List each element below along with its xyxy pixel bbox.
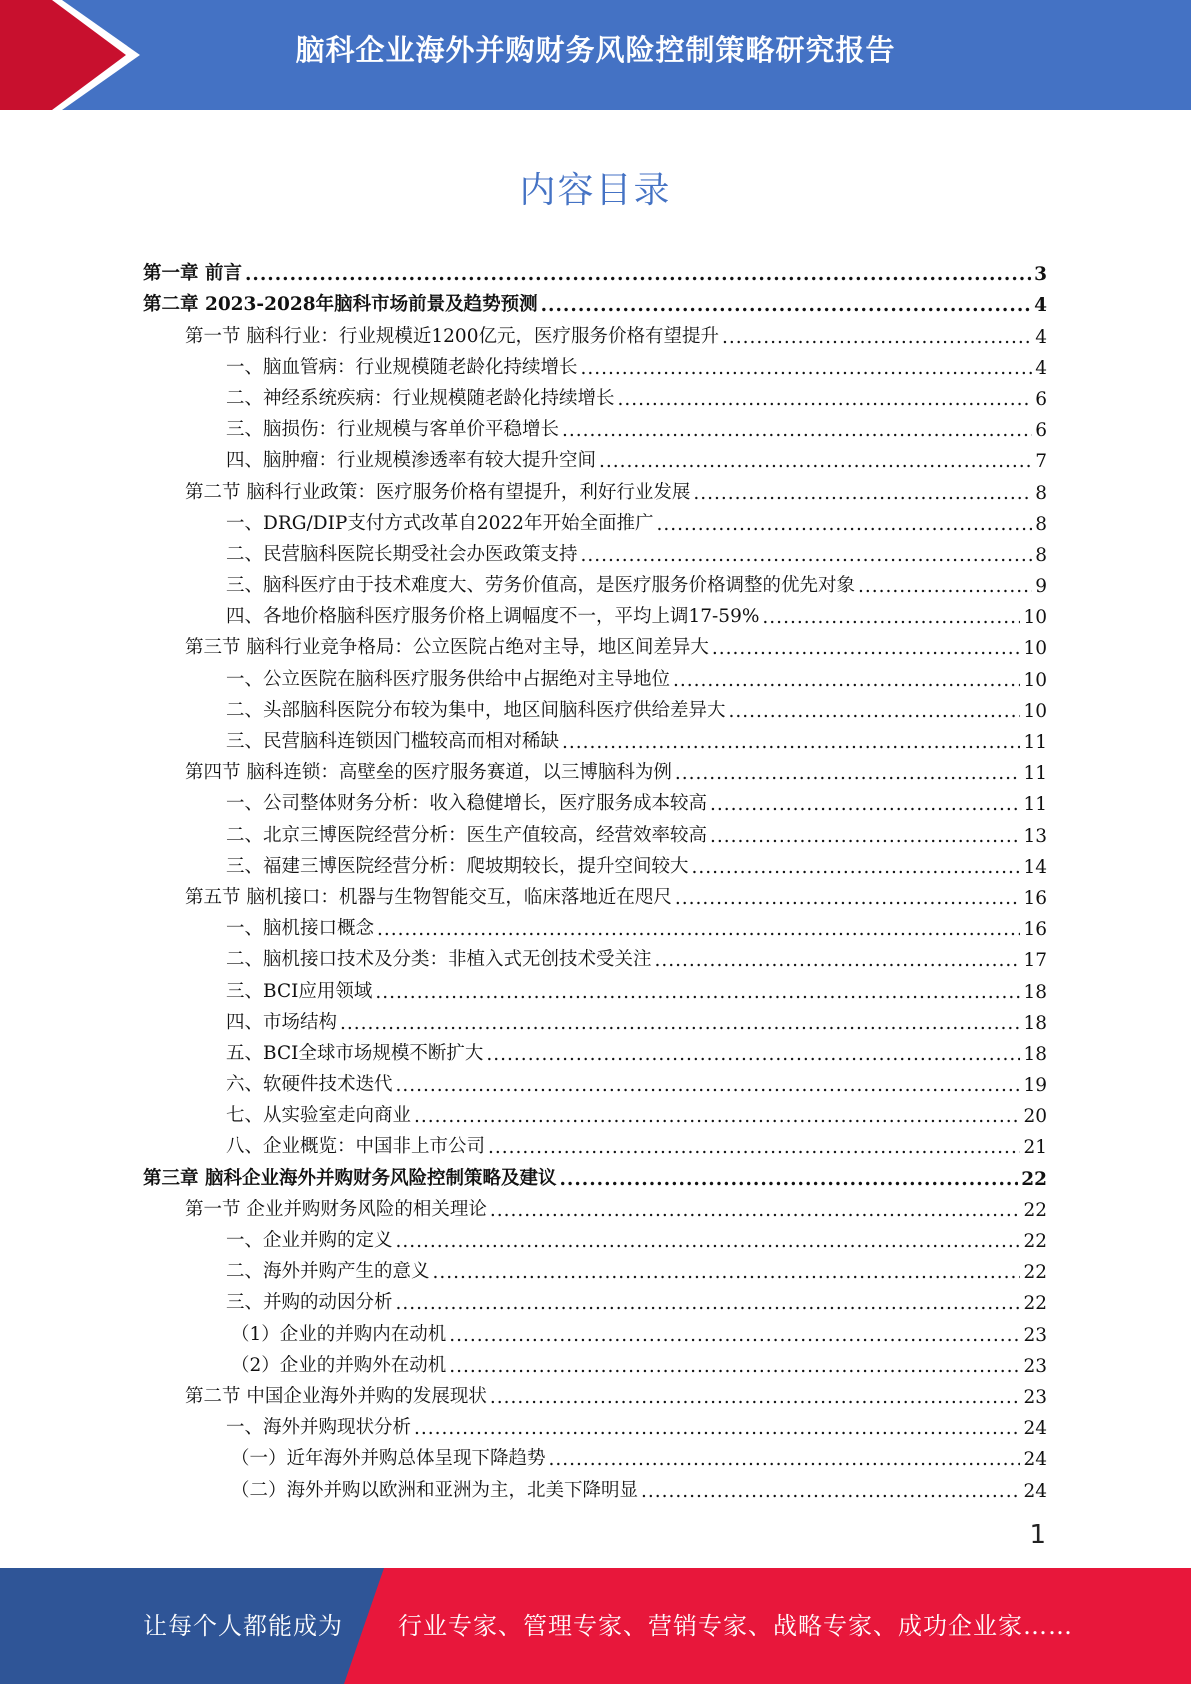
toc-entry-title: 第二章 2023-2028年脑科市场前景及趋势预测 [143, 294, 538, 316]
toc-leader-dots [710, 794, 1020, 815]
toc-entry[interactable] [143, 1034, 1047, 1065]
toc-entry-title: 二、海外并购产生的意义 [226, 1261, 430, 1283]
toc-entry-title: 四、脑肿瘤：行业规模渗透率有较大提升空间 [226, 450, 597, 472]
toc-entry-page: 10 [1023, 669, 1047, 691]
toc-leader-dots [712, 638, 1021, 659]
toc-entry-title: 二、神经系统疾病：行业规模随老龄化持续增长 [226, 387, 615, 409]
toc-leader-dots [377, 919, 1020, 940]
toc-entry[interactable] [143, 1377, 1047, 1408]
toc-entry-title: 三、福建三博医院经营分析：爬坡期较长，提升空间较大 [226, 855, 689, 877]
toc-leader-dots [675, 888, 1021, 909]
toc-entry-title: 三、并购的动因分析 [226, 1292, 393, 1314]
toc-entry-title: （1）企业的并购内在动机 [231, 1323, 447, 1345]
toc-entry-title: 一、公司整体财务分析：收入稳健增长，医疗服务成本较高 [226, 793, 708, 815]
toc-entry[interactable] [143, 1408, 1047, 1439]
toc-entry-page: 10 [1023, 638, 1047, 660]
toc-entry-page: 10 [1023, 700, 1047, 722]
toc-entry-title: 第四节 脑科连锁：高壁垒的医疗服务赛道，以三博脑科为例 [185, 762, 672, 784]
toc-entry[interactable] [143, 472, 1047, 503]
toc-entry-page: 22 [1023, 1262, 1047, 1284]
toc-entry[interactable] [143, 909, 1047, 940]
toc-entry-page: 23 [1023, 1355, 1047, 1377]
toc-entry[interactable] [143, 847, 1047, 878]
toc-leader-dots [449, 1325, 1020, 1346]
toc-leader-dots [414, 1106, 1020, 1127]
toc-entry[interactable] [143, 566, 1047, 597]
toc-entry[interactable] [143, 285, 1047, 316]
toc-entry-title: 二、北京三博医院经营分析：医生产值较高，经营效率较高 [226, 824, 708, 846]
toc-entry[interactable] [143, 535, 1047, 566]
toc-entry[interactable] [143, 1346, 1047, 1377]
toc-entry-title: 第二节 中国企业海外并购的发展现状 [185, 1385, 487, 1407]
toc-entry-page: 18 [1023, 1043, 1047, 1065]
toc-leader-dots [673, 670, 1020, 691]
header-band [0, 0, 1191, 110]
toc-entry[interactable] [143, 1190, 1047, 1221]
toc-leader-dots [710, 826, 1020, 847]
toc-entry[interactable] [143, 940, 1047, 971]
toc-leader-dots [396, 1075, 1021, 1096]
toc-entry-title: 第二节 脑科行业政策：医疗服务价格有望提升，利好行业发展 [185, 481, 691, 503]
toc-entry-page: 13 [1023, 825, 1047, 847]
toc-leader-dots [375, 982, 1020, 1003]
toc-entry[interactable] [143, 784, 1047, 815]
toc-entry[interactable] [143, 316, 1047, 347]
toc-leader-dots [675, 763, 1021, 784]
toc-entry-title: 三、民营脑科连锁因门槛较高而相对稀缺 [226, 731, 560, 752]
toc-leader-dots [722, 327, 1032, 348]
toc-leader-dots [396, 1293, 1021, 1314]
toc-entry-page: 8 [1035, 544, 1047, 566]
toc-entry[interactable] [143, 628, 1047, 659]
toc-entry[interactable] [143, 753, 1047, 784]
toc-leader-dots [490, 1200, 1021, 1221]
toc-leader-dots [762, 607, 1020, 628]
toc-entry-title: 四、各地价格脑科医疗服务价格上调幅度不一，平均上调17-59% [226, 606, 760, 628]
toc-entry[interactable] [143, 348, 1047, 379]
toc-entry[interactable] [143, 1314, 1047, 1345]
toc-entry-title: 一、公立医院在脑科医疗服务供给中占据绝对主导地位 [226, 668, 671, 690]
toc-entry-title: （二）海外并购以欧洲和亚洲为主，北美下降明显 [231, 1479, 639, 1501]
toc-entry[interactable] [143, 1439, 1047, 1470]
toc-entry-title: （2）企业的并购外在动机 [231, 1354, 447, 1376]
toc-entry[interactable] [143, 659, 1047, 690]
footer-band [0, 1568, 1191, 1684]
toc-leader-dots [449, 1356, 1020, 1377]
toc-entry-title: 二、头部脑科医院分布较为集中，地区间脑科医疗供给差异大 [226, 699, 726, 721]
toc-entry-page: 8 [1035, 482, 1047, 504]
toc-entry-title: 八、企业概览：中国非上市公司 [226, 1136, 486, 1158]
toc-entry[interactable] [143, 878, 1047, 909]
toc-entry-title: 七、从实验室走向商业 [226, 1105, 412, 1127]
toc-entry[interactable] [143, 597, 1047, 628]
toc-entry-page: 16 [1023, 887, 1047, 909]
toc-entry-title: 一、企业并购的定义 [226, 1230, 393, 1251]
toc-entry-page: 24 [1023, 1418, 1047, 1440]
table-of-contents [143, 254, 1047, 1502]
toc-leader-dots [562, 732, 1020, 753]
toc-entry-page: 20 [1023, 1106, 1047, 1128]
footer-slogan-right: 行业专家、管理专家、营销专家、战略专家、成功企业家…… [398, 1612, 1073, 1640]
toc-entry-title: 第三节 脑科行业竞争格局：公立医院占绝对主导，地区间差异大 [185, 637, 709, 659]
toc-leader-dots [656, 514, 1032, 535]
page-number: 1 [1029, 1520, 1046, 1550]
toc-entry-title: 第一节 企业并购财务风险的相关理论 [185, 1198, 487, 1220]
toc-leader-dots [641, 1481, 1020, 1502]
toc-entry-page: 23 [1023, 1324, 1047, 1346]
toc-entry-title: 一、脑机接口概念 [226, 918, 375, 940]
toc-leader-dots [549, 1449, 1021, 1470]
toc-entry-page: 18 [1023, 1012, 1047, 1034]
toc-entry[interactable] [143, 441, 1047, 472]
toc-entry-page: 22 [1023, 1231, 1047, 1252]
toc-entry[interactable] [143, 410, 1047, 441]
toc-entry[interactable] [143, 971, 1047, 1002]
toc-entry[interactable] [143, 691, 1047, 722]
toc-entry-page: 16 [1023, 919, 1047, 941]
toc-entry-title: 三、脑科医疗由于技术难度大、劳务价值高，是医疗服务价格调整的优先对象 [226, 575, 856, 597]
toc-leader-dots [559, 1169, 1018, 1190]
toc-entry-title: 一、DRG/DIP支付方式改革自2022年开始全面推广 [226, 512, 654, 534]
toc-leader-dots [581, 358, 1033, 379]
toc-entry[interactable] [143, 1470, 1047, 1501]
toc-entry-title: 二、脑机接口技术及分类：非植入式无创技术受关注 [226, 949, 652, 971]
toc-leader-dots [655, 950, 1021, 971]
toc-entry-page: 24 [1023, 1449, 1047, 1471]
toc-entry-title: 第三章 脑科企业海外并购财务风险控制策略及建议 [143, 1167, 557, 1189]
footer-slogan-left: 让每个人都能成为 [143, 1612, 343, 1640]
toc-entry-page: 22 [1023, 1199, 1047, 1221]
toc-entry-title: 第五节 脑机接口：机器与生物智能交互，临床落地近在咫尺 [185, 886, 672, 908]
toc-leader-dots [858, 576, 1032, 597]
toc-entry-title: 五、BCI全球市场规模不断扩大 [226, 1042, 484, 1064]
toc-leader-dots [618, 389, 1033, 410]
toc-entry-title: 二、民营脑科医院长期受社会办医政策支持 [226, 543, 578, 565]
toc-entry-title: 一、脑血管病：行业规模随老龄化持续增长 [226, 356, 578, 378]
toc-leader-dots [340, 1013, 1020, 1034]
toc-entry-title: 一、海外并购现状分析 [226, 1417, 412, 1439]
toc-leader-dots [693, 483, 1032, 504]
toc-entry-page: 14 [1023, 856, 1047, 878]
toc-leader-dots [599, 451, 1032, 472]
toc-leader-dots [581, 545, 1033, 566]
toc-entry-page: 8 [1035, 513, 1047, 535]
toc-entry[interactable] [143, 254, 1047, 285]
toc-entry[interactable] [143, 1283, 1047, 1314]
toc-entry-page: 17 [1023, 950, 1047, 972]
toc-entry-page: 11 [1023, 763, 1047, 785]
toc-entry-page: 10 [1023, 607, 1047, 629]
toc-entry-page: 11 [1023, 794, 1047, 816]
toc-entry-title: 四、市场结构 [226, 1011, 338, 1033]
toc-entry[interactable] [143, 1127, 1047, 1158]
toc-entry-page: 4 [1035, 326, 1047, 348]
toc-entry-page: 22 [1021, 1168, 1047, 1190]
toc-leader-dots [692, 857, 1021, 878]
toc-entry-page: 19 [1023, 1075, 1047, 1097]
toc-entry[interactable] [143, 1065, 1047, 1096]
toc-heading: 内容目录 [519, 170, 672, 211]
toc-entry-page: 4 [1034, 295, 1047, 317]
toc-entry-page: 24 [1023, 1480, 1047, 1502]
toc-entry-title: 三、BCI应用领域 [226, 980, 373, 1002]
toc-leader-dots [486, 1044, 1020, 1065]
toc-entry-page: 23 [1023, 1386, 1047, 1408]
toc-entry-title: （一）近年海外并购总体呈现下降趋势 [231, 1448, 546, 1470]
toc-entry[interactable] [143, 504, 1047, 535]
toc-leader-dots [433, 1262, 1021, 1283]
toc-entry[interactable] [143, 722, 1047, 753]
toc-entry[interactable] [143, 1221, 1047, 1252]
toc-entry-page: 3 [1034, 264, 1047, 286]
toc-entry[interactable] [143, 1252, 1047, 1283]
toc-entry-page: 6 [1035, 388, 1047, 410]
toc-entry-title: 六、软硬件技术迭代 [226, 1074, 393, 1096]
toc-leader-dots [245, 264, 1031, 285]
toc-entry-page: 22 [1023, 1293, 1047, 1315]
toc-leader-dots [729, 701, 1021, 722]
toc-entry-title: 第一章 前言 [143, 263, 242, 285]
toc-entry-page: 4 [1035, 357, 1047, 379]
toc-entry-page: 21 [1023, 1137, 1047, 1159]
toc-leader-dots [541, 295, 1032, 316]
toc-leader-dots [396, 1231, 1021, 1252]
toc-entry-title: 第一节 脑科行业：行业规模近1200亿元，医疗服务价格有望提升 [185, 325, 719, 347]
toc-entry[interactable] [143, 815, 1047, 846]
toc-entry[interactable] [143, 1003, 1047, 1034]
toc-entry-page: 11 [1023, 732, 1047, 753]
toc-leader-dots [414, 1418, 1020, 1439]
toc-entry-page: 7 [1035, 451, 1047, 473]
toc-leader-dots [562, 420, 1032, 441]
toc-entry-page: 6 [1035, 420, 1047, 442]
toc-entry[interactable] [143, 1096, 1047, 1127]
report-title: 脑科企业海外并购财务风险控制策略研究报告 [295, 33, 896, 67]
toc-entry-page: 18 [1023, 981, 1047, 1003]
toc-leader-dots [488, 1137, 1020, 1158]
toc-entry-page: 9 [1035, 576, 1047, 598]
toc-entry[interactable] [143, 379, 1047, 410]
toc-entry[interactable] [143, 1158, 1047, 1189]
toc-entry-title: 三、脑损伤：行业规模与客单价平稳增长 [226, 419, 560, 441]
toc-leader-dots [490, 1387, 1021, 1408]
